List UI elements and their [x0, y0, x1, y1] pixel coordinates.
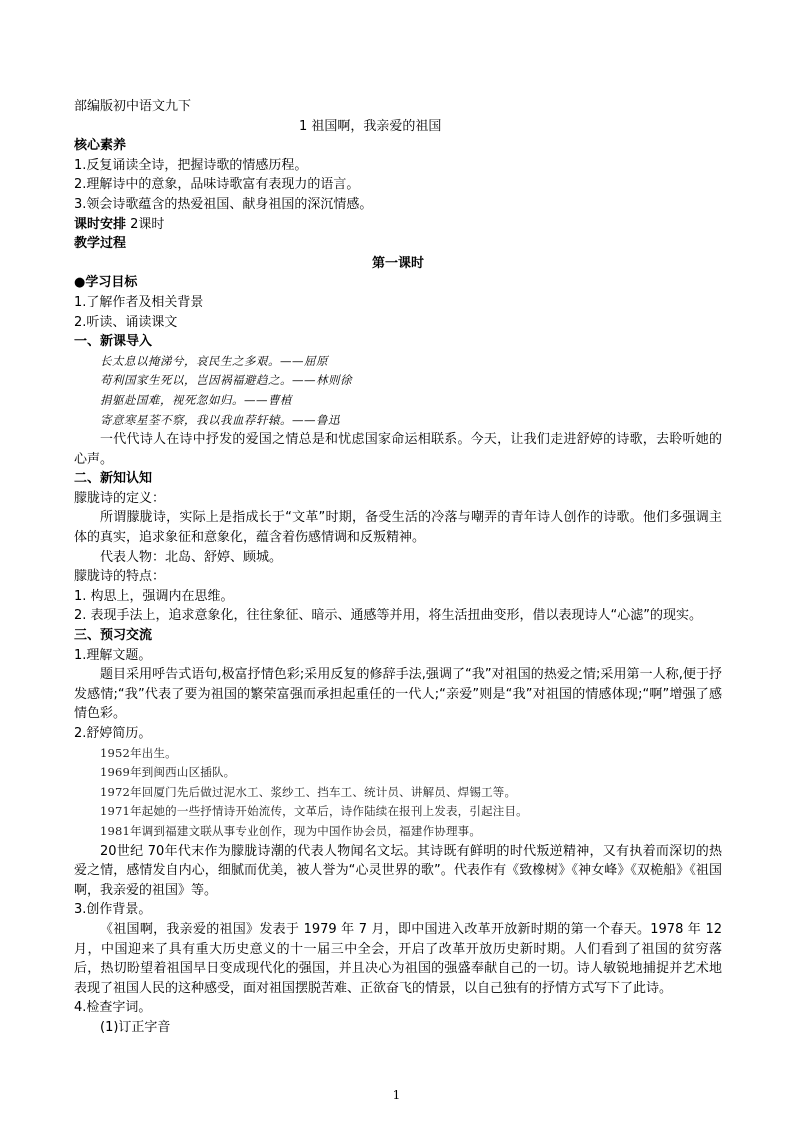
feature-item: 2. 表现手法上，追求意象化，往往象征、暗示、通感等并用，将生活扭曲变形，借以表现诗人“心滤”的现实。 — [74, 608, 703, 624]
core-item: 3.领会诗歌蕴含的热爱祖国、献身祖国的深沉情感。 — [74, 196, 373, 212]
menglong-def-label: 朦胧诗的定义： — [74, 490, 166, 506]
quote-line: 苟利国家生死以，岂因祸福避趋之。——林则徐 — [100, 373, 352, 388]
schedule-label: 课时安排 — [74, 216, 127, 232]
sub-item: (1)订正字音 — [100, 1019, 171, 1035]
page-number: 1 — [392, 1088, 401, 1102]
question-item: 4.检查字词。 — [74, 1000, 152, 1016]
bio-line: 1972年回厦门先后做过泥水工、浆纱工、挡车工、统计员、讲解员、焊锡工等。 — [100, 784, 517, 799]
quote-line: 捐躯赴国难，视死忽如归。——曹植 — [100, 392, 292, 407]
bio-line: 1969年到闽西山区插队。 — [100, 765, 236, 780]
quote-line: 长太息以掩涕兮，哀民生之多艰。——屈原 — [100, 353, 328, 368]
quote-line: 寄意寒星荃不察，我以我血荐轩辕。——鲁迅 — [100, 412, 340, 427]
goal-item: 2.听读、诵读课文 — [74, 314, 178, 330]
bio-paragraph: 20世纪 70年代末作为朦胧诗潮的代表人物闻名文坛。其诗既有鲜明的时代叛逆精神，又有执着而深切的热爱之情，感情发自内心，细腻而优美，被人誉为“心灵世界的歌”。代表作有《致橡树》《神女峰》《双桅船》《祖国啊，我亲爱的祖国》等。 — [74, 843, 722, 898]
menglong-def-paragraph: 所谓朦胧诗，实际上是指成长于“文革”时期，备受生活的冷落与嘲弄的青年诗人创作的诗歌。他们多强调主体的真实，追求象征和意象化，蕴含着伤感情调和反叛精神。 — [74, 510, 722, 546]
feature-item: 1. 构思上，强调内在思维。 — [74, 588, 234, 604]
background-paragraph: 《祖国啊，我亲爱的祖国》发表于 1979 年 7 月，即中国进入改革开放新时期的第一个春天。1978 年 12 月，中国迎来了具有重大历史意义的十一届三中全会，开启了改革开放历史新时期。人们看到了祖国的贫穷落后，热切盼望着祖国早日变成现代化的强国，并且决心为祖国的强盛奉献自己的一切。诗人敏锐地捕捉并艺术地表现了祖国人民的这种感受，面对祖国摆脱苦难、正欲奋飞的情景，以自己独有的抒情方式写下了此诗。 — [74, 921, 722, 996]
title-analysis-paragraph: 题目采用呼告式语句,极富抒情色彩;采用反复的修辞手法,强调了“我”对祖国的热爱之情;采用第一人称,便于抒发感情;“我”代表了要为祖国的繁荣富强而承担起重任的一代人;“亲爱”则是“我”对祖国的情感体现;“啊”增强了感情色彩。 — [74, 667, 722, 722]
representatives-line: 代表人物：北岛、舒婷、顾城。 — [100, 549, 283, 565]
bio-line: 1952年出生。 — [100, 745, 177, 760]
question-item: 1.理解文题。 — [74, 647, 152, 663]
goals-heading: ●学习目标 — [74, 275, 138, 291]
section-heading: 三、预习交流 — [74, 628, 153, 644]
section-heading: 二、新知认知 — [74, 471, 153, 487]
intro-paragraph: 一代代诗人在诗中抒发的爱国之情总是和忧虑国家命运相联系。今天，让我们走进舒婷的诗歌，去聆听她的心声。 — [74, 432, 722, 467]
bio-line: 1971年起她的一些抒情诗开始流传，文革后，诗作陆续在报刊上发表，引起注目。 — [100, 804, 528, 819]
section-heading: 一、新课导入 — [74, 334, 153, 350]
core-item: 1.反复诵读全诗，把握诗歌的情感历程。 — [74, 157, 308, 173]
menglong-feat-label: 朦胧诗的特点： — [74, 569, 166, 585]
lesson-title: 1 祖国啊，我亲爱的祖国 — [299, 118, 442, 134]
process-heading: 教学过程 — [74, 236, 127, 252]
question-item: 2.舒婷简历。 — [74, 726, 152, 741]
document-page — [74, 97, 722, 1038]
lesson-heading: 第一课时 — [371, 255, 424, 271]
question-item: 3.创作背景。 — [74, 902, 152, 918]
bio-line: 1981年调到福建文联从事专业创作，现为中国作协会员，福建作协理事。 — [100, 823, 482, 838]
doc-header: 部编版初中语文九下 — [74, 99, 192, 114]
goal-item: 1.了解作者及相关背景 — [74, 294, 204, 310]
core-item: 2.理解诗中的意象，品味诗歌富有表现力的语言。 — [74, 177, 360, 193]
core-heading: 核心素养 — [74, 138, 127, 154]
schedule-line — [74, 215, 722, 235]
schedule-value: 2课时 — [126, 216, 165, 232]
